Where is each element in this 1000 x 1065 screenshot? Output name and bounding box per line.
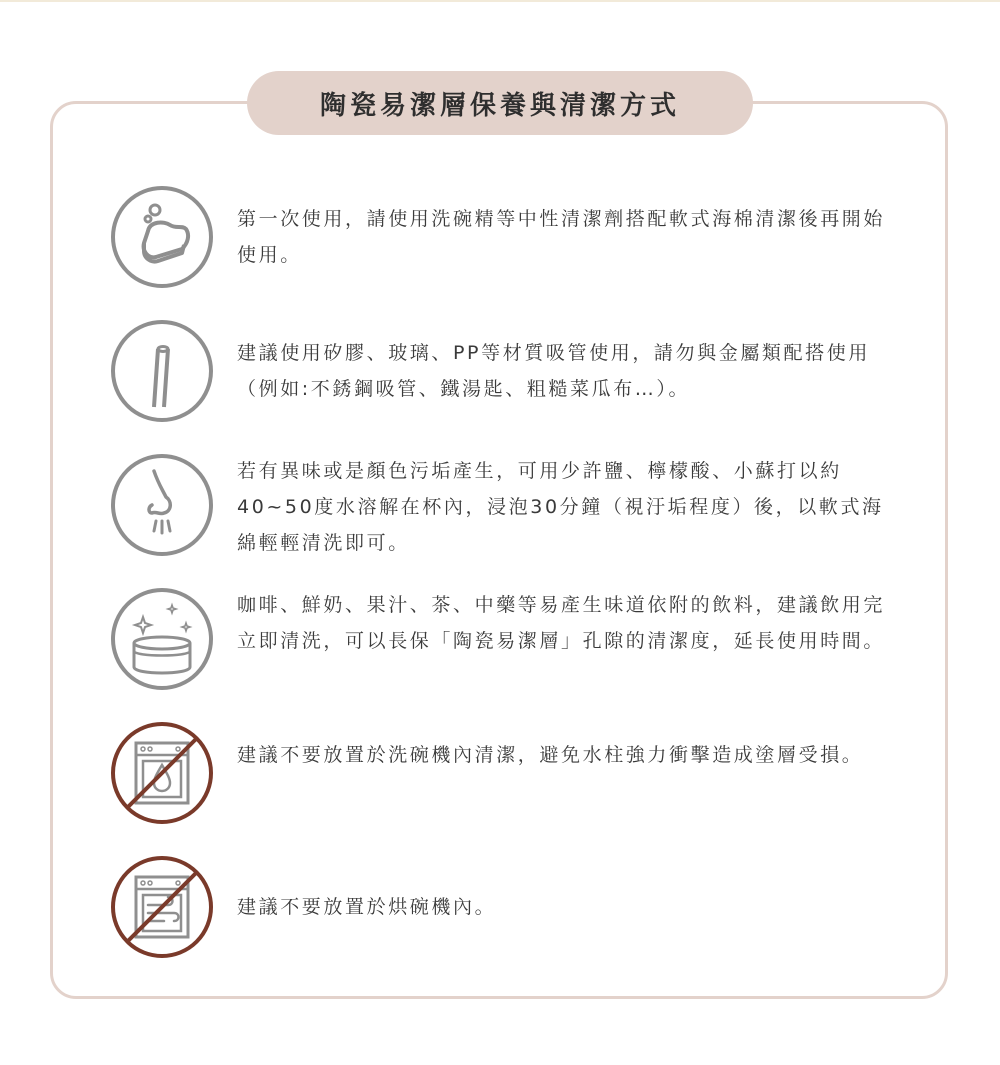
straw-icon — [110, 319, 214, 423]
care-item-text: 若有異味或是顏色污垢產生，可用少許鹽、檸檬酸、小蘇打以約40~50度水溶解在杯內，浸泡30分鐘（視汙垢程度）後，以軟式海綿輕輕清洗即可。 — [237, 460, 884, 554]
nose-smell-icon — [110, 453, 214, 557]
page-title: 陶瓷易潔層保養與清潔方式 — [247, 71, 753, 135]
top-divider — [0, 0, 1000, 2]
care-item-text: 第一次使用，請使用洗碗精等中性清潔劑搭配軟式海棉清潔後再開始使用。 — [237, 208, 886, 266]
no-dish-dryer-icon — [110, 855, 214, 959]
care-item-text: 咖啡、鮮奶、果汁、茶、中藥等易產生味道依附的飲料，建議飲用完立即清洗，可以長保「陶瓷易潔層」孔隙的清潔度，延長使用時間。 — [237, 594, 886, 652]
no-dishwasher-icon — [110, 721, 214, 825]
care-item-text: 建議不要放置於烘碗機內。 — [237, 896, 497, 918]
care-item-text: 建議不要放置於洗碗機內清潔，避免水柱強力衝擊造成塗層受損。 — [237, 744, 864, 766]
sponge-icon — [110, 185, 214, 289]
care-item-text: 建議使用矽膠、玻璃、PP等材質吸管使用，請勿與金屬類配搭使用（例如:不銹鋼吸管、鐵湯匙、粗糙菜瓜布…）。 — [237, 342, 870, 400]
sparkling-cup-icon — [110, 587, 214, 691]
